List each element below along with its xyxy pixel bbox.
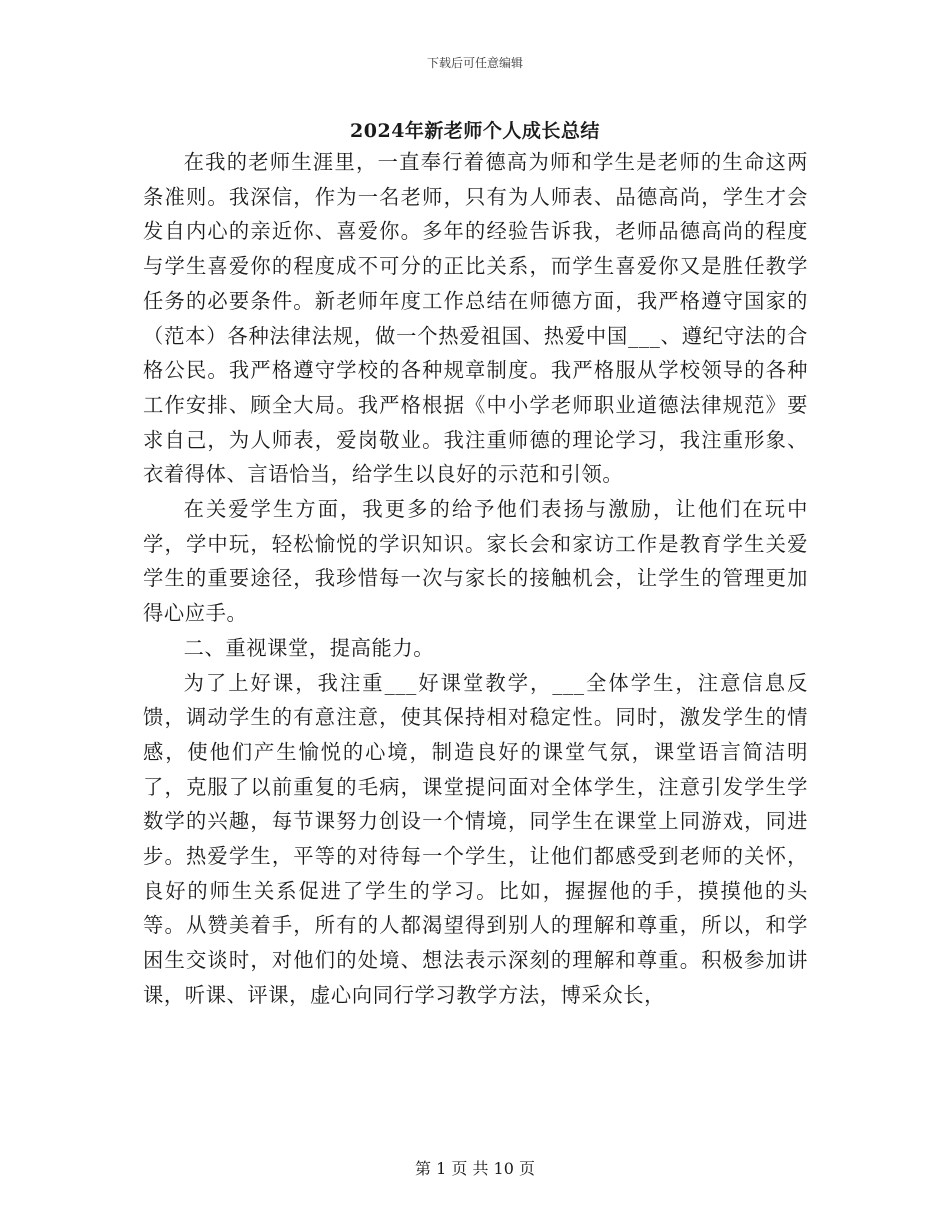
- header-note: 下载后可任意编辑: [426, 56, 523, 70]
- paragraph-caring-students: 在关爱学生方面，我更多的给予他们表扬与激励，让他们在玩中学，学中玩，轻松愉悦的学识知识。家长会和家访工作是教育学生关爱学生的重要途径，我珍惜每一次与家长的接触机会，让学生的管理更加得心应手。: [143, 497, 808, 626]
- section-heading-classroom: 二、重视课堂，提高能力。: [183, 635, 435, 660]
- document-body: [143, 145, 808, 1013]
- paragraph-classroom-teaching: 为了上好课，我注重___好课堂教学，___全体学生，注意信息反馈，调动学生的有意注意，使其保持相对稳定性。同时，激发学生的情感，使他们产生愉悦的心境，制造良好的课堂气氛，课堂语言简洁明了，克服了以前重复的毛病，课堂提问面对全体学生，注意引发学生学数学的兴趣，每节课努力创设一个情境，同学生在课堂上同游戏，同进步。热爱学生，平等的对待每一个学生，让他们都感受到老师的关怀，良好的师生关系促进了学生的学习。比如，握握他的手，摸摸他的头等。从赞美着手，所有的人都渴望得到别人的理解和尊重，所以，和学困生交谈时，对他们的处境、想法表示深刻的理解和尊重。积极参加讲课，听课、评课，虚心向同行学习教学方法，博采众长，: [143, 670, 808, 1007]
- paragraph-teacher-ethics: 在我的老师生涯里，一直奉行着德高为师和学生是老师的生命这两条准则。我深信，作为一名老师，只有为人师表、品德高尚，学生才会发自内心的亲近你、喜爱你。多年的经验告诉我，老师品德高尚的程度与学生喜爱你的程度成不可分的正比关系，而学生喜爱你又是胜任教学任务的必要条件。新老师年度工作总结在师德方面，我严格遵守国家的（范本）各种法律法规，做一个热爱祖国、热爱中国___、遵纪守法的合格公民。我严格遵守学校的各种规章制度。我严格服从学校领导的各种工作安排、顾全大局。我严格根据《中小学老师职业道德法律规范》要求自己，为人师表，爱岗敬业。我注重师德的理论学习，我注重形象、衣着得体、言语恰当，给学生以良好的示范和引领。: [143, 150, 808, 487]
- document-title: 2024年新老师个人成长总结: [350, 120, 600, 142]
- page-number-footer: 第 1 页 共 10 页: [415, 1159, 535, 1178]
